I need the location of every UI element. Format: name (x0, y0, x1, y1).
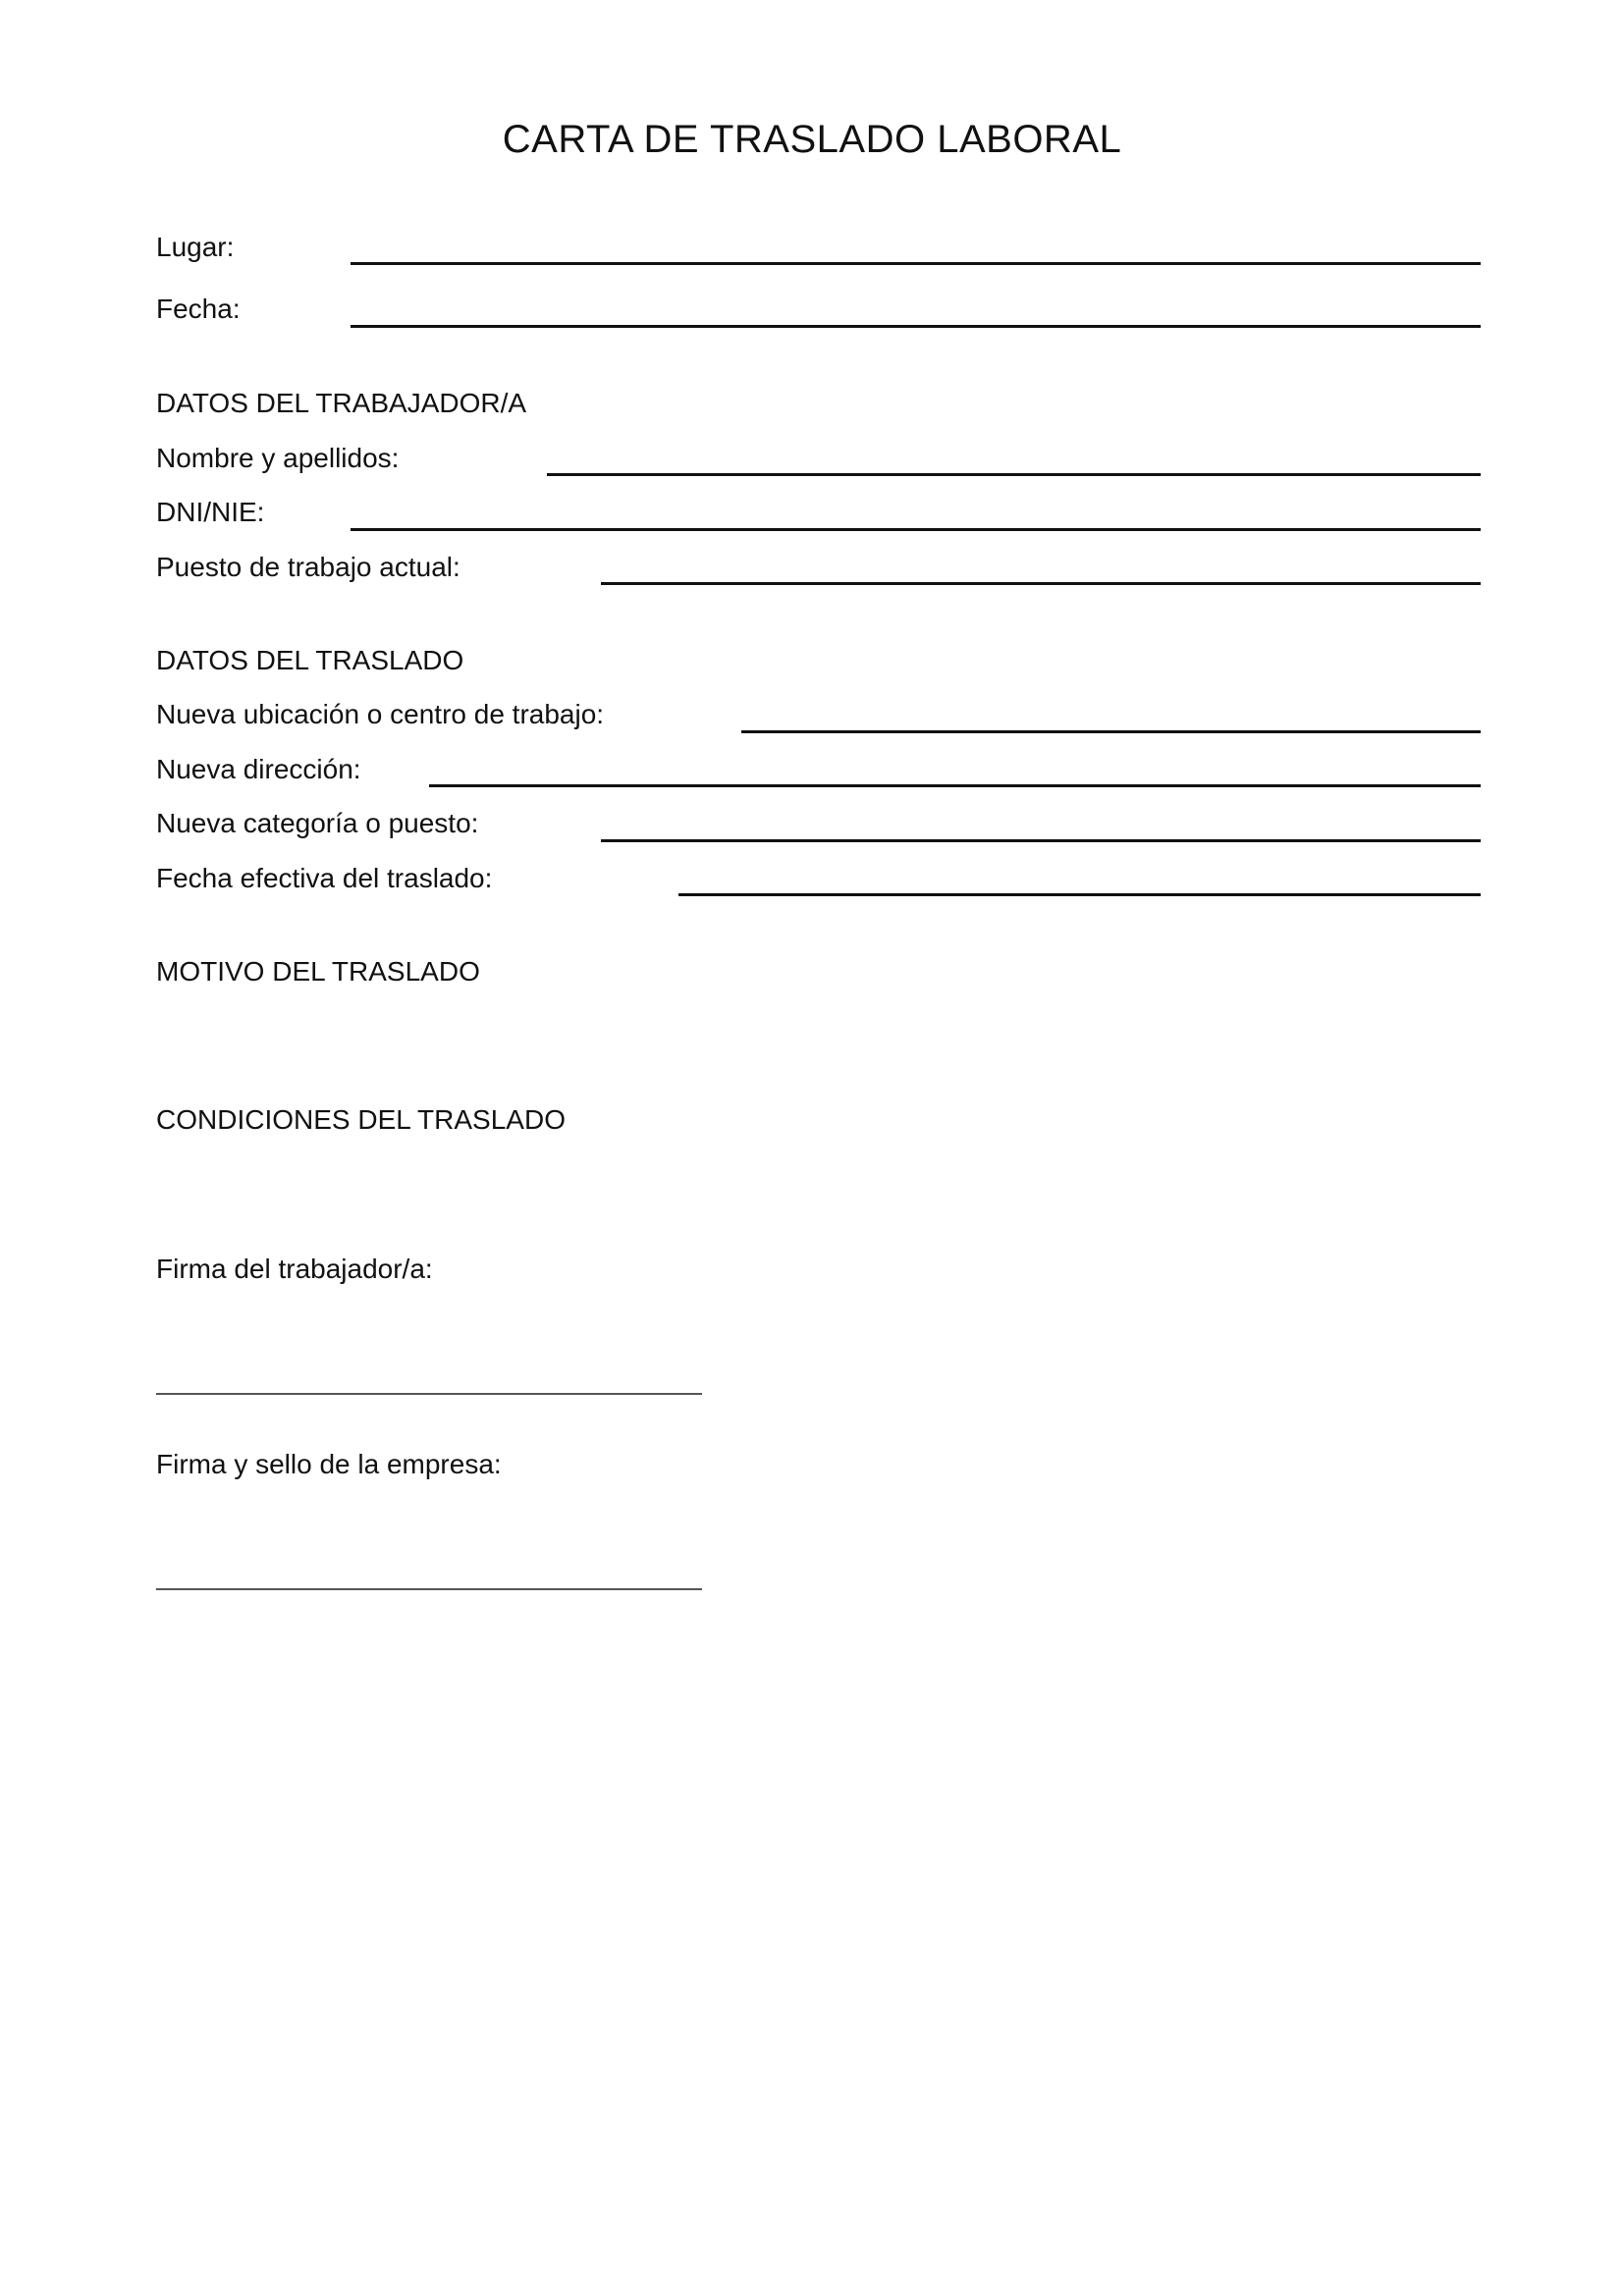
new-category-label: Nueva categoría o puesto: (156, 808, 479, 838)
lugar-field-line[interactable] (351, 262, 1481, 265)
worker-name-label: Nombre y apellidos: (156, 443, 400, 473)
new-location-field-line[interactable] (741, 730, 1481, 733)
worker-position-field-line[interactable] (601, 582, 1481, 585)
new-address-label: Nueva dirección: (156, 754, 361, 784)
document-title: CARTA DE TRASLADO LABORAL (502, 118, 1122, 161)
worker-signature-label: Firma del trabajador/a: (156, 1254, 433, 1284)
worker-section-heading: DATOS DEL TRABAJADOR/A (156, 388, 527, 418)
lugar-label: Lugar: (156, 232, 235, 262)
fecha-label: Fecha: (156, 294, 241, 324)
new-address-field-line[interactable] (429, 784, 1481, 787)
effective-date-field-line[interactable] (678, 893, 1481, 896)
worker-position-label: Puesto de trabajo actual: (156, 552, 460, 582)
new-category-field-line[interactable] (601, 839, 1481, 842)
reason-section-heading: MOTIVO DEL TRASLADO (156, 956, 480, 987)
worker-signature-line[interactable] (156, 1393, 702, 1395)
effective-date-label: Fecha efectiva del traslado: (156, 863, 493, 893)
transfer-section-heading: DATOS DEL TRASLADO (156, 645, 464, 675)
fecha-field-line[interactable] (351, 325, 1481, 328)
company-signature-line[interactable] (156, 1588, 702, 1590)
company-signature-label: Firma y sello de la empresa: (156, 1449, 502, 1479)
worker-id-field-line[interactable] (351, 528, 1481, 531)
worker-name-field-line[interactable] (547, 473, 1481, 476)
conditions-section-heading: CONDICIONES DEL TRASLADO (156, 1104, 566, 1135)
new-location-label: Nueva ubicación o centro de trabajo: (156, 699, 605, 729)
worker-id-label: DNI/NIE: (156, 497, 265, 527)
